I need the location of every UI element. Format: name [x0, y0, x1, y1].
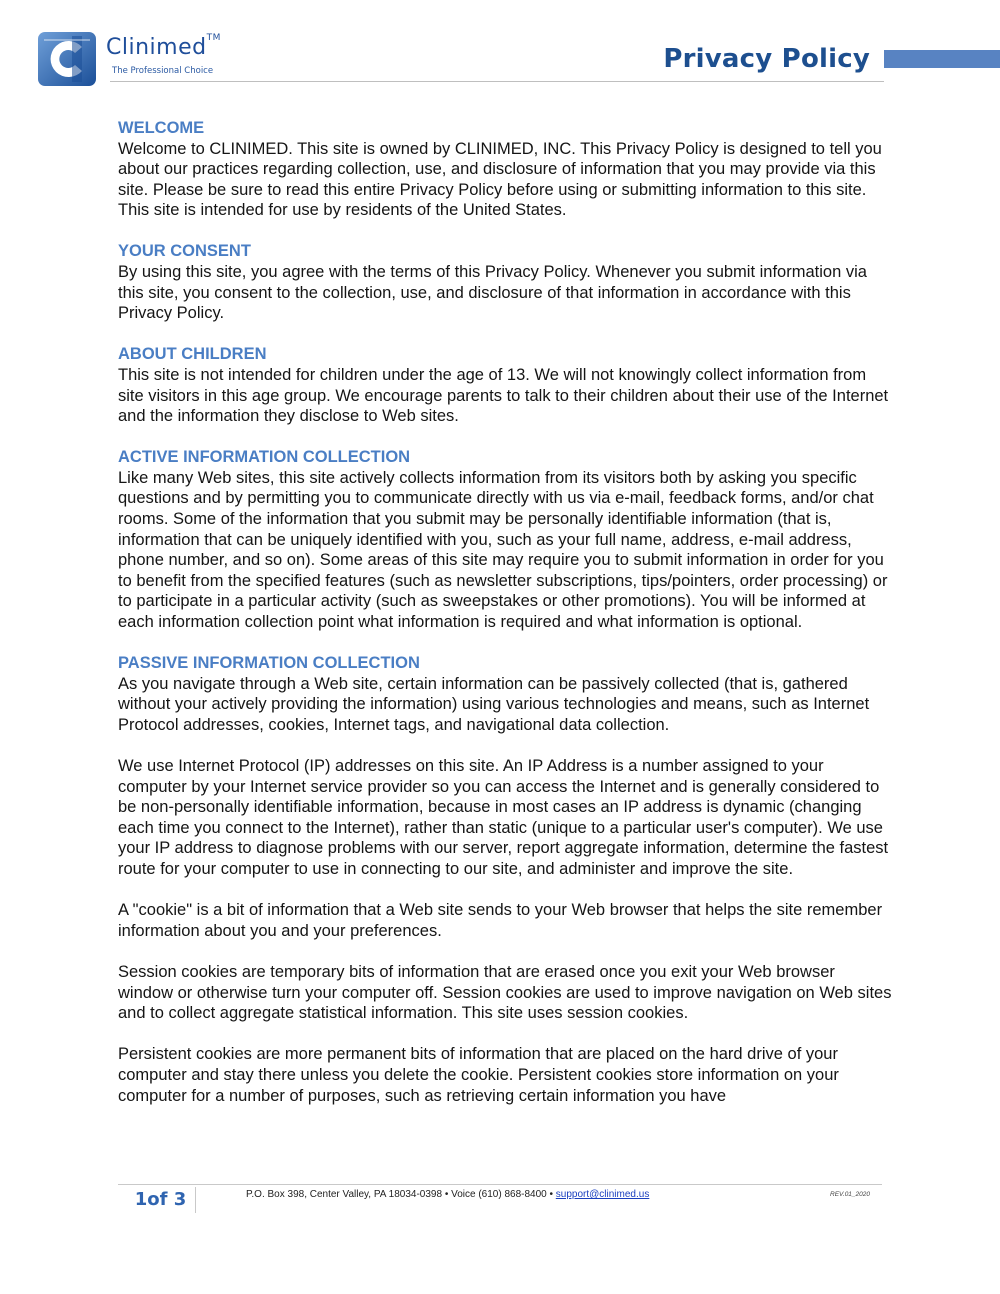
section-heading: ACTIVE INFORMATION COLLECTION: [118, 448, 411, 467]
clinimed-logo: [36, 30, 236, 88]
logo-tagline: The Professional Choice: [112, 66, 214, 76]
section-heading: ABOUT CHILDREN: [118, 345, 267, 364]
clinimed-logo-icon: [36, 30, 98, 88]
section-passive-information-collection: [118, 653, 893, 1106]
paragraph: A "cookie" is a bit of information that a Web site sends to your Web browser that helps the site remember information about you and your preferences.: [118, 901, 883, 940]
policy-content: [118, 118, 893, 1127]
section-heading: PASSIVE INFORMATION COLLECTION: [118, 654, 420, 673]
document-title: Privacy Policy: [663, 44, 870, 74]
paragraph: Like many Web sites, this site actively collects information from its visitors both by asking you specific questions and by permitting you to communicate directly with us via e-mail, feedback forms, and/or chat rooms. Some of the information that you submit may be personally identifiable information (that is, information that can be uniquely identified with you, such as your full name, address, e-mail address, phone number, and so on). Some areas of this site may require you to submit information in order for you to benefit from the specified features (such as newsletter subscriptions, tips/pointers, order processing) or to participate in a particular activity (such as sweepstakes or other promotions). You will be informed at each information collection point what information is required and what information is optional.: [118, 468, 888, 631]
footer-contact: [246, 1189, 649, 1200]
paragraph: By using this site, you agree with the terms of this Privacy Policy. Whenever you submit information via this site, you consent to the collection, use, and disclosure of that information in accordance with this Privacy Policy.: [118, 263, 867, 323]
section-welcome: [118, 118, 893, 221]
header-divider: [110, 81, 884, 82]
support-email-link[interactable]: support@clinimed.us: [555, 1189, 650, 1200]
page-number: 1of 3: [118, 1187, 196, 1213]
paragraph: This site is not intended for children under the age of 13. We will not knowingly collect information from site visitors in this age group. We encourage parents to talk to their children about their use of the Internet and the information they disclose to Web sites.: [118, 365, 889, 426]
title-accent-bar: [884, 50, 1000, 68]
section-your-consent: [118, 241, 893, 323]
footer-address: P.O. Box 398, Center Valley, PA 18034-0398 • Voice (610) 868-8400 •: [246, 1189, 556, 1200]
footer-divider: [118, 1184, 882, 1185]
revision-label: REV.01_2020: [830, 1191, 870, 1198]
paragraph: We use Internet Protocol (IP) addresses on this site. An IP Address is a number assigned to your computer by your Internet service provider so you can access the Internet and is generally considered to be non-personally identifiable information, because in most cases an IP address is dynamic (changing each time you connect to the Internet), rather than static (unique to a particular user's computer). We use your IP address to diagnose problems with our server, report aggregate information, determine the fastest route for your computer to use in connecting to our site, and administer and improve the site.: [118, 757, 889, 878]
paragraph: Welcome to CLINIMED. This site is owned by CLINIMED, INC. This Privacy Policy is designed to tell you about our practices regarding collection, use, and disclosure of information that you may provide via this site. Please be sure to read this entire Privacy Policy before using or submitting information to this site. This site is intended for use by residents of the United States.: [118, 139, 882, 220]
section-heading: WELCOME: [118, 119, 205, 137]
logo-wordmark: Clinimed™: [106, 33, 221, 60]
paragraph: Persistent cookies are more permanent bits of information that are placed on the hard drive of your computer and stay there unless you delete the cookie. Persistent cookies store information on your computer for a number of purposes, such as retrieving certain information you have: [118, 1045, 839, 1105]
trademark-mark: TM: [206, 33, 221, 43]
section-about-children: [118, 344, 893, 426]
paragraph: Session cookies are temporary bits of information that are erased once you exit your Web browser window or otherwise turn your computer off. Session cookies are used to improve navigation on Web sites and to collect aggregate statistical information. This site uses session cookies.: [118, 962, 892, 1023]
paragraph: As you navigate through a Web site, certain information can be passively collected (that is, gathered without your actively providing the information) using various technologies and means, such as Internet Protocol addresses, cookies, Internet tags, and navigational data collection.: [118, 674, 870, 734]
section-active-information-collection: [118, 447, 893, 632]
section-heading: YOUR CONSENT: [118, 242, 251, 261]
